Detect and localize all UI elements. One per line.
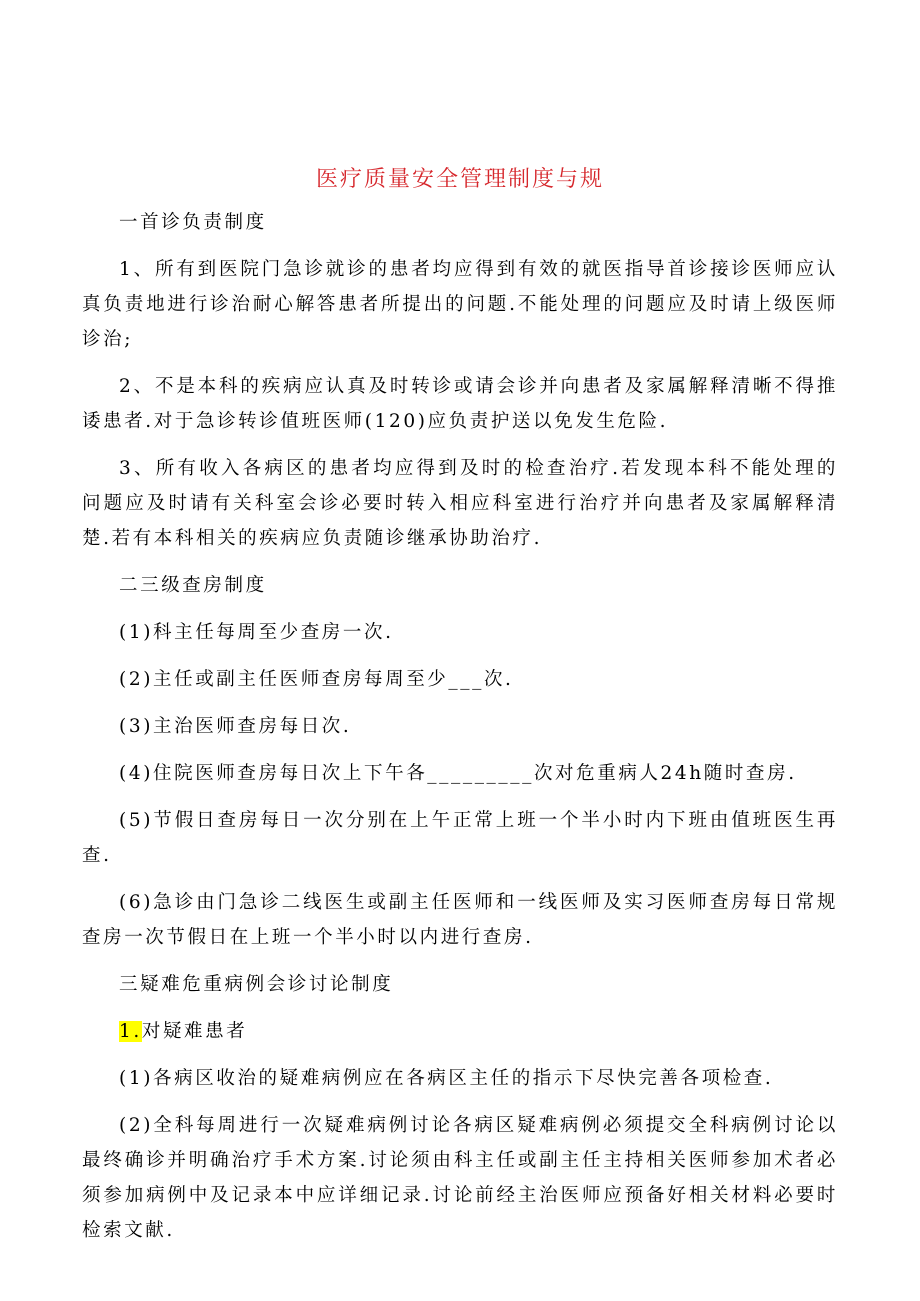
- section-heading-ward-rounds: 二三级查房制度: [119, 575, 267, 596]
- highlighted-number: 1.: [119, 1021, 142, 1042]
- list-item-rounds-4: (4)住院医师查房每日次上下午各_________次对危重病人24h随时查房.: [119, 763, 797, 784]
- section-heading-difficult-cases: 三疑难危重病例会诊讨论制度: [119, 974, 394, 995]
- document-title: 医疗质量安全管理制度与规: [315, 167, 604, 192]
- list-item-rounds-3: (3)主治医师查房每日次.: [119, 716, 352, 737]
- document-body: [82, 205, 838, 1248]
- list-item-rounds-6: (6)急诊由门急诊二线医生或副主任医师和一线医师及实习医师查房每日常规查房一次节假日在上班一个半小时以内进行查房.: [82, 892, 838, 948]
- list-item-difficult-2: (2)全科每周进行一次疑难病例讨论各病区疑难病例必须提交全科病例讨论以最终确诊并明确治疗手术方案.讨论须由科主任或副主任主持相关医师参加术者必须参加病例中及记录本中应详细记录.讨论前经主治医师应预备好相关材料必要时检索文献.: [82, 1115, 838, 1241]
- list-item-rounds-1: (1)科主任每周至少查房一次.: [119, 622, 394, 643]
- paragraph-first-visit-1: 1、所有到医院门急诊就诊的患者均应得到有效的就医指导首诊接诊医师应认真负责地进行诊治耐心解答患者所提出的问题.不能处理的问题应及时请上级医师诊治;: [82, 259, 838, 350]
- paragraph-first-visit-2: 2、不是本科的疾病应认真及时转诊或请会诊并向患者及家属解释清晰不得推诿患者.对于急诊转诊值班医师(120)应负责护送以免发生危险.: [82, 376, 838, 432]
- list-item-rounds-5: (5)节假日查房每日一次分别在上午正常上班一个半小时内下班由值班医生再查.: [82, 810, 838, 866]
- paragraph-first-visit-3: 3、所有收入各病区的患者均应得到及时的检查治疗.若发现本科不能处理的问题应及时请有关科室会诊必要时转入相应科室进行治疗并向患者及家属解释清楚.若有本科相关的疾病应负责随诊继承协助治疗.: [82, 458, 838, 549]
- section-heading-first-visit: 一首诊负责制度: [119, 212, 267, 233]
- list-item-difficult-1: (1)各病区收治的疑难病例应在各病区主任的指示下尽快完善各项检查.: [119, 1068, 774, 1089]
- subheading-difficult-patients: [82, 1014, 838, 1049]
- subheading-text: 对疑难患者: [141, 1021, 248, 1042]
- list-item-rounds-2: (2)主任或副主任医师查房每周至少___次.: [119, 669, 514, 690]
